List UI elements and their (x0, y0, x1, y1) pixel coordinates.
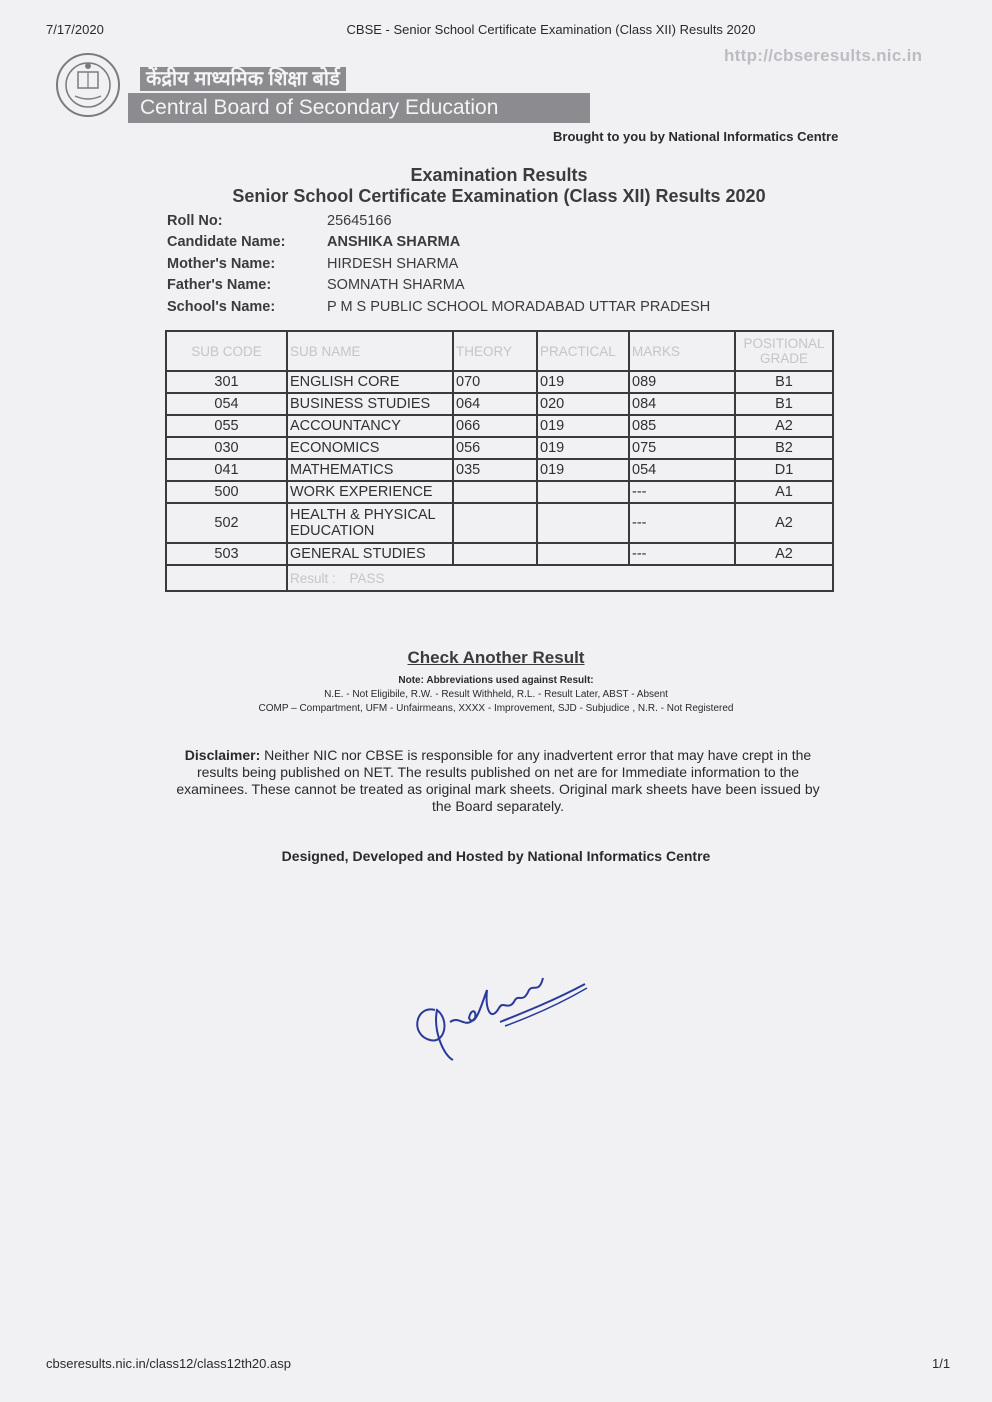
mother-row (167, 253, 710, 275)
brought-by: Brought to you by National Informatics Centre (553, 129, 839, 144)
marks: 089 (629, 371, 735, 393)
designed-by: Designed, Developed and Hosted by National Informatics Centre (281, 848, 711, 864)
check-another-result-link[interactable]: Check Another Result (407, 648, 585, 667)
table-header-row (166, 331, 833, 371)
sub-name: GENERAL STUDIES (287, 543, 453, 565)
table-row (166, 415, 833, 437)
father-row (167, 275, 710, 297)
grade: D1 (735, 459, 833, 481)
print-title: CBSE - Senior School Certificate Examination (Class XII) Results 2020 (346, 22, 756, 37)
marks: --- (629, 481, 735, 503)
col-theory: THEORY (453, 331, 537, 371)
mother-label: Mother's Name: (167, 255, 276, 272)
marks: 054 (629, 459, 735, 481)
grade: A1 (735, 481, 833, 503)
sub-code: 055 (166, 415, 287, 437)
col-practical: PRACTICAL (537, 331, 629, 371)
father-label: Father's Name: (167, 277, 272, 294)
marks-table (165, 330, 834, 592)
sub-code: 041 (166, 459, 287, 481)
sub-code: 030 (166, 437, 287, 459)
table-row (166, 459, 833, 481)
result-label: Result : (290, 570, 336, 586)
name-label: Candidate Name: (167, 234, 286, 251)
note-line-1: N.E. - Not Eligibile, R.W. - Result Withheld, R.L. - Result Later, ABST - Absent (324, 689, 668, 700)
table-row (166, 481, 833, 503)
name-row (167, 232, 710, 254)
banner-hindi: केंद्रीय माध्यमिक शिक्षा बोर्ड (140, 67, 346, 91)
site-url[interactable]: http://cbseresults.nic.in (724, 46, 923, 65)
sub-code: 500 (166, 481, 287, 503)
exam-heading: Senior School Certificate Examination (Class XII) Results 2020 (232, 186, 766, 206)
practical: 020 (537, 393, 629, 415)
grade: B1 (735, 393, 833, 415)
practical (537, 481, 629, 503)
roll-label: Roll No: (167, 212, 223, 229)
table-row (166, 503, 833, 543)
theory (453, 481, 537, 503)
practical: 019 (537, 437, 629, 459)
sub-code: 503 (166, 543, 287, 565)
sub-name: WORK EXPERIENCE (287, 481, 453, 503)
sub-name: ECONOMICS (287, 437, 453, 459)
school-value: P M S PUBLIC SCHOOL MORADABAD UTTAR PRADESH (327, 298, 711, 315)
candidate-info (167, 210, 710, 318)
theory: 066 (453, 415, 537, 437)
marks: --- (629, 543, 735, 565)
footer-url: cbseresults.nic.in/class12/class12th20.asp (46, 1356, 291, 1371)
sub-name: HEALTH & PHYSICAL EDUCATION (287, 503, 453, 543)
theory (453, 543, 537, 565)
result-row (166, 565, 833, 591)
result-value: PASS (349, 570, 385, 586)
disclaimer (168, 747, 828, 815)
sub-code: 502 (166, 503, 287, 543)
sub-name: BUSINESS STUDIES (287, 393, 453, 415)
grade: A2 (735, 503, 833, 543)
sub-code: 301 (166, 371, 287, 393)
grade: A2 (735, 415, 833, 437)
col-sub-code: SUB CODE (166, 331, 287, 371)
signature-icon (405, 960, 595, 1070)
sub-name: MATHEMATICS (287, 459, 453, 481)
theory: 056 (453, 437, 537, 459)
disclaimer-text: Neither NIC nor CBSE is responsible for any inadvertent error that may have crept in the results being published on NET. The results published on net are for Immediate information to the examinees. These cannot be treated as original mark sheets. Original mark sheets have been issued by the Board separately. (176, 747, 820, 814)
banner-english: Central Board of Secondary Education (128, 93, 590, 123)
col-marks: MARKS (629, 331, 735, 371)
note-title: Note: Abbreviations used against Result: (398, 675, 594, 686)
roll-row (167, 210, 710, 232)
marks: --- (629, 503, 735, 543)
practical: 019 (537, 371, 629, 393)
disclaimer-label: Disclaimer: (184, 747, 261, 763)
marks: 085 (629, 415, 735, 437)
marks: 084 (629, 393, 735, 415)
name-value: ANSHIKA SHARMA (327, 234, 461, 251)
col-sub-name: SUB NAME (287, 331, 453, 371)
roll-value: 25645166 (327, 212, 392, 229)
school-label: School's Name: (167, 298, 276, 315)
theory (453, 503, 537, 543)
grade: B1 (735, 371, 833, 393)
table-row (166, 393, 833, 415)
page-number: 1/1 (932, 1356, 951, 1371)
theory: 035 (453, 459, 537, 481)
theory: 070 (453, 371, 537, 393)
result-spacer (166, 565, 287, 591)
sub-code: 054 (166, 393, 287, 415)
cbse-emblem-icon (55, 52, 121, 118)
practical (537, 543, 629, 565)
school-row (167, 296, 710, 318)
grade: A2 (735, 543, 833, 565)
table-row (166, 437, 833, 459)
theory: 064 (453, 393, 537, 415)
result-cell (287, 565, 833, 591)
practical: 019 (537, 415, 629, 437)
practical (537, 503, 629, 543)
mother-value: HIRDESH SHARMA (327, 255, 459, 272)
table-row (166, 543, 833, 565)
sub-name: ENGLISH CORE (287, 371, 453, 393)
grade: B2 (735, 437, 833, 459)
results-heading: Examination Results (410, 165, 588, 185)
practical: 019 (537, 459, 629, 481)
note-line-2: COMP – Compartment, UFM - Unfairmeans, XXXX - Improvement, SJD - Subjudice , N.R. - Not Registered (258, 703, 734, 714)
marks: 075 (629, 437, 735, 459)
col-grade: POSITIONAL GRADE (735, 331, 833, 371)
table-row (166, 371, 833, 393)
sub-name: ACCOUNTANCY (287, 415, 453, 437)
print-date: 7/17/2020 (46, 22, 104, 37)
father-value: SOMNATH SHARMA (327, 277, 465, 294)
